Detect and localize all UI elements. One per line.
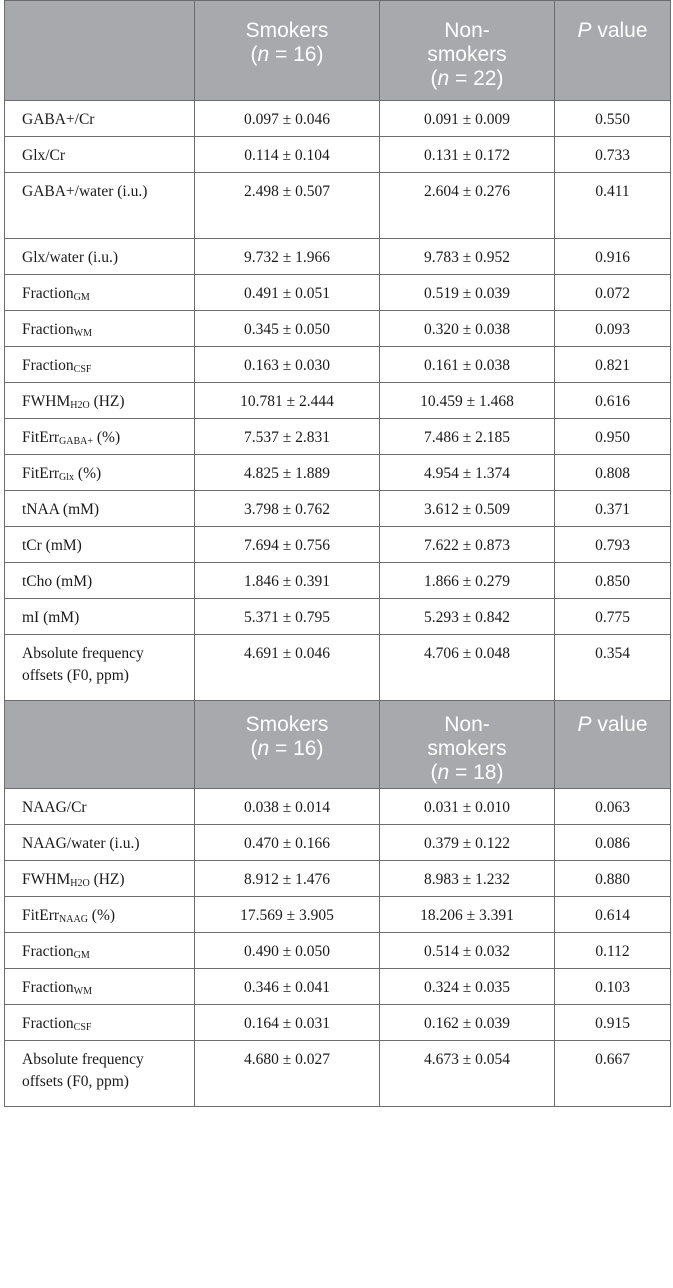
smokers-value: 7.537 ± 2.831: [195, 419, 380, 455]
row-label-text: Glx/water (i.u.): [22, 249, 118, 266]
nonsmokers-value: 0.324 ± 0.035: [380, 969, 555, 1005]
header-p-rest: value: [591, 19, 648, 42]
row-label-subscript: CSF: [73, 364, 92, 375]
p-value: 0.733: [555, 137, 671, 173]
header-smokers-n-var: n: [257, 43, 270, 66]
row-label: [5, 173, 195, 239]
p-value: 0.950: [555, 419, 671, 455]
smokers-value: 0.345 ± 0.050: [195, 311, 380, 347]
header-smokers-label: Smokers: [245, 19, 329, 42]
p-value: 0.880: [555, 861, 671, 897]
nonsmokers-value: 3.612 ± 0.509: [380, 491, 555, 527]
table-row: [5, 311, 671, 347]
smokers-value: 7.694 ± 0.756: [195, 527, 380, 563]
smokers-value: 5.371 ± 0.795: [195, 599, 380, 635]
smokers-value: 10.781 ± 2.444: [195, 383, 380, 419]
header-nonsmokers-label-2: smokers: [427, 737, 507, 760]
smokers-value: 0.490 ± 0.050: [195, 933, 380, 969]
smokers-value: 0.163 ± 0.030: [195, 347, 380, 383]
nonsmokers-value: 1.866 ± 0.279: [380, 563, 555, 599]
row-label: [5, 239, 195, 275]
header-nonsmokers-n-var: n: [437, 67, 450, 90]
row-label-subscript: CSF: [73, 1022, 92, 1033]
table-row: [5, 101, 671, 137]
row-label-text: FWHM: [22, 871, 71, 888]
header-smokers: Smokers (n = 16): [195, 701, 380, 789]
row-label: [5, 527, 195, 563]
header-smokers-label: Smokers: [245, 713, 329, 736]
table-row: [5, 825, 671, 861]
row-label-subscript: H2O: [70, 878, 90, 889]
smokers-value: 0.346 ± 0.041: [195, 969, 380, 1005]
row-label-text: Fraction: [22, 321, 74, 338]
table-row: [5, 969, 671, 1005]
row-label: [5, 311, 195, 347]
row-label: [5, 563, 195, 599]
table-row: [5, 861, 671, 897]
row-label-subscript: WM: [73, 328, 92, 339]
header-nonsmokers-n-value: = 18): [449, 761, 504, 784]
nonsmokers-value: 0.514 ± 0.032: [380, 933, 555, 969]
smokers-value: 0.114 ± 0.104: [195, 137, 380, 173]
row-label: [5, 347, 195, 383]
nonsmokers-value: 0.519 ± 0.039: [380, 275, 555, 311]
p-value: 0.793: [555, 527, 671, 563]
results-table-body: [5, 1, 671, 1107]
p-value: 0.775: [555, 599, 671, 635]
row-label-suffix: (HZ): [89, 871, 125, 888]
smokers-value: 0.097 ± 0.046: [195, 101, 380, 137]
header-smokers-n-value: = 16): [269, 737, 324, 760]
row-label-subscript: GABA+: [59, 436, 94, 447]
nonsmokers-value: 0.162 ± 0.039: [380, 1005, 555, 1041]
p-value: 0.616: [555, 383, 671, 419]
table-row: [5, 897, 671, 933]
smokers-value: 9.732 ± 1.966: [195, 239, 380, 275]
smokers-value: 0.038 ± 0.014: [195, 789, 380, 825]
row-label: [5, 1005, 195, 1041]
row-label-text: tCho (mM): [22, 573, 93, 590]
table-row: [5, 599, 671, 635]
row-label: [5, 789, 195, 825]
table-row: [5, 173, 671, 239]
row-label-text: FitErr: [22, 429, 60, 446]
table-row: [5, 455, 671, 491]
nonsmokers-value: 7.486 ± 2.185: [380, 419, 555, 455]
row-label-text: tNAA (mM): [22, 501, 100, 518]
nonsmokers-value: 2.604 ± 0.276: [380, 173, 555, 239]
row-label-subscript: WM: [73, 986, 92, 997]
row-label-text: FWHM: [22, 393, 71, 410]
row-label-text: GABA+/Cr: [22, 111, 95, 128]
row-label: [5, 101, 195, 137]
nonsmokers-value: 10.459 ± 1.468: [380, 383, 555, 419]
nonsmokers-value: 4.954 ± 1.374: [380, 455, 555, 491]
p-value: 0.915: [555, 1005, 671, 1041]
header-nonsmokers: Non- smokers (n = 18): [380, 701, 555, 789]
header-smokers-n-var: n: [257, 737, 270, 760]
p-value: 0.093: [555, 311, 671, 347]
table-row: [5, 383, 671, 419]
nonsmokers-value: 18.206 ± 3.391: [380, 897, 555, 933]
row-label: [5, 825, 195, 861]
header-p-var: P: [577, 713, 592, 736]
table-row: [5, 789, 671, 825]
table-row: [5, 419, 671, 455]
p-value: 0.808: [555, 455, 671, 491]
smokers-value: 17.569 ± 3.905: [195, 897, 380, 933]
p-value: 0.614: [555, 897, 671, 933]
header-smokers-n-value: = 16): [269, 43, 324, 66]
row-label-text: Fraction: [22, 285, 74, 302]
row-label: [5, 275, 195, 311]
row-label: [5, 419, 195, 455]
nonsmokers-value: 0.131 ± 0.172: [380, 137, 555, 173]
header-row: [5, 701, 671, 789]
table-row: [5, 1005, 671, 1041]
row-label: [5, 383, 195, 419]
header-nonsmokers: Non- smokers (n = 22): [380, 1, 555, 101]
table-row: [5, 563, 671, 599]
table-row: [5, 527, 671, 563]
table-row: [5, 1041, 671, 1107]
header-blank: [5, 701, 195, 789]
p-value: 0.550: [555, 101, 671, 137]
smokers-value: 0.470 ± 0.166: [195, 825, 380, 861]
nonsmokers-value: 8.983 ± 1.232: [380, 861, 555, 897]
smokers-value: 0.491 ± 0.051: [195, 275, 380, 311]
nonsmokers-value: 4.673 ± 0.054: [380, 1041, 555, 1107]
row-label-text: Fraction: [22, 979, 74, 996]
header-smokers: Smokers (n = 16): [195, 1, 380, 101]
row-label: [5, 635, 195, 701]
nonsmokers-value: 4.706 ± 0.048: [380, 635, 555, 701]
table-row: [5, 239, 671, 275]
header-p-value: [555, 701, 671, 789]
p-value: 0.072: [555, 275, 671, 311]
row-label: [5, 1041, 195, 1107]
table-row: [5, 347, 671, 383]
results-table: [4, 0, 671, 1107]
smokers-value: 0.164 ± 0.031: [195, 1005, 380, 1041]
row-label-text: Absolute frequency offsets (F0, ppm): [22, 1051, 144, 1090]
smokers-value: 3.798 ± 0.762: [195, 491, 380, 527]
p-value: 0.354: [555, 635, 671, 701]
smokers-value: 2.498 ± 0.507: [195, 173, 380, 239]
row-label-text: NAAG/water (i.u.): [22, 835, 140, 852]
header-nonsmokers-n-value: = 22): [449, 67, 504, 90]
header-p-var: P: [577, 19, 592, 42]
p-value: 0.103: [555, 969, 671, 1005]
p-value: 0.063: [555, 789, 671, 825]
row-label-text: Absolute frequency offsets (F0, ppm): [22, 645, 144, 684]
smokers-value: 4.680 ± 0.027: [195, 1041, 380, 1107]
row-label: [5, 969, 195, 1005]
nonsmokers-value: 0.091 ± 0.009: [380, 101, 555, 137]
row-label-text: Glx/Cr: [22, 147, 66, 164]
header-blank: [5, 1, 195, 101]
row-label-subscript: GM: [73, 292, 90, 303]
row-label-text: Fraction: [22, 357, 74, 374]
smokers-value: 4.691 ± 0.046: [195, 635, 380, 701]
nonsmokers-value: 5.293 ± 0.842: [380, 599, 555, 635]
header-nonsmokers-n-var: n: [437, 761, 450, 784]
header-nonsmokers-label-2: smokers: [427, 43, 507, 66]
row-label-subscript: GM: [73, 950, 90, 961]
smokers-value: 4.825 ± 1.889: [195, 455, 380, 491]
row-label: [5, 897, 195, 933]
p-value: 0.821: [555, 347, 671, 383]
row-label: [5, 861, 195, 897]
row-label: [5, 599, 195, 635]
table-row: [5, 137, 671, 173]
row-label-text: GABA+/water (i.u.): [22, 183, 148, 200]
table-row: [5, 635, 671, 701]
table-row: [5, 933, 671, 969]
p-value: 0.667: [555, 1041, 671, 1107]
nonsmokers-value: 0.031 ± 0.010: [380, 789, 555, 825]
row-label-text: Fraction: [22, 943, 74, 960]
row-label: [5, 455, 195, 491]
table-row: [5, 491, 671, 527]
row-label-text: FitErr: [22, 907, 60, 924]
header-row: [5, 1, 671, 101]
p-value: 0.916: [555, 239, 671, 275]
row-label-subscript: H2O: [70, 400, 90, 411]
p-value: 0.850: [555, 563, 671, 599]
row-label: [5, 933, 195, 969]
row-label-suffix: (%): [93, 429, 121, 446]
row-label-subscript: Glx: [59, 472, 75, 483]
row-label-text: FitErr: [22, 465, 60, 482]
row-label-text: tCr (mM): [22, 537, 82, 554]
row-label: [5, 137, 195, 173]
nonsmokers-value: 0.161 ± 0.038: [380, 347, 555, 383]
p-value: 0.112: [555, 933, 671, 969]
row-label-suffix: (%): [87, 907, 116, 924]
row-label-text: Fraction: [22, 1015, 74, 1032]
nonsmokers-value: 9.783 ± 0.952: [380, 239, 555, 275]
smokers-value: 8.912 ± 1.476: [195, 861, 380, 897]
row-label-suffix: (%): [74, 465, 102, 482]
p-value: 0.371: [555, 491, 671, 527]
header-p-value: [555, 1, 671, 101]
p-value: 0.086: [555, 825, 671, 861]
table-row: [5, 275, 671, 311]
row-label-text: mI (mM): [22, 609, 80, 626]
header-nonsmokers-label-1: Non-: [444, 19, 490, 42]
p-value: 0.411: [555, 173, 671, 239]
row-label: [5, 491, 195, 527]
header-p-rest: value: [591, 713, 648, 736]
row-label-text: NAAG/Cr: [22, 799, 87, 816]
row-label-subscript: NAAG: [59, 914, 88, 925]
nonsmokers-value: 7.622 ± 0.873: [380, 527, 555, 563]
row-label-suffix: (HZ): [89, 393, 125, 410]
nonsmokers-value: 0.320 ± 0.038: [380, 311, 555, 347]
smokers-value: 1.846 ± 0.391: [195, 563, 380, 599]
nonsmokers-value: 0.379 ± 0.122: [380, 825, 555, 861]
header-nonsmokers-label-1: Non-: [444, 713, 490, 736]
